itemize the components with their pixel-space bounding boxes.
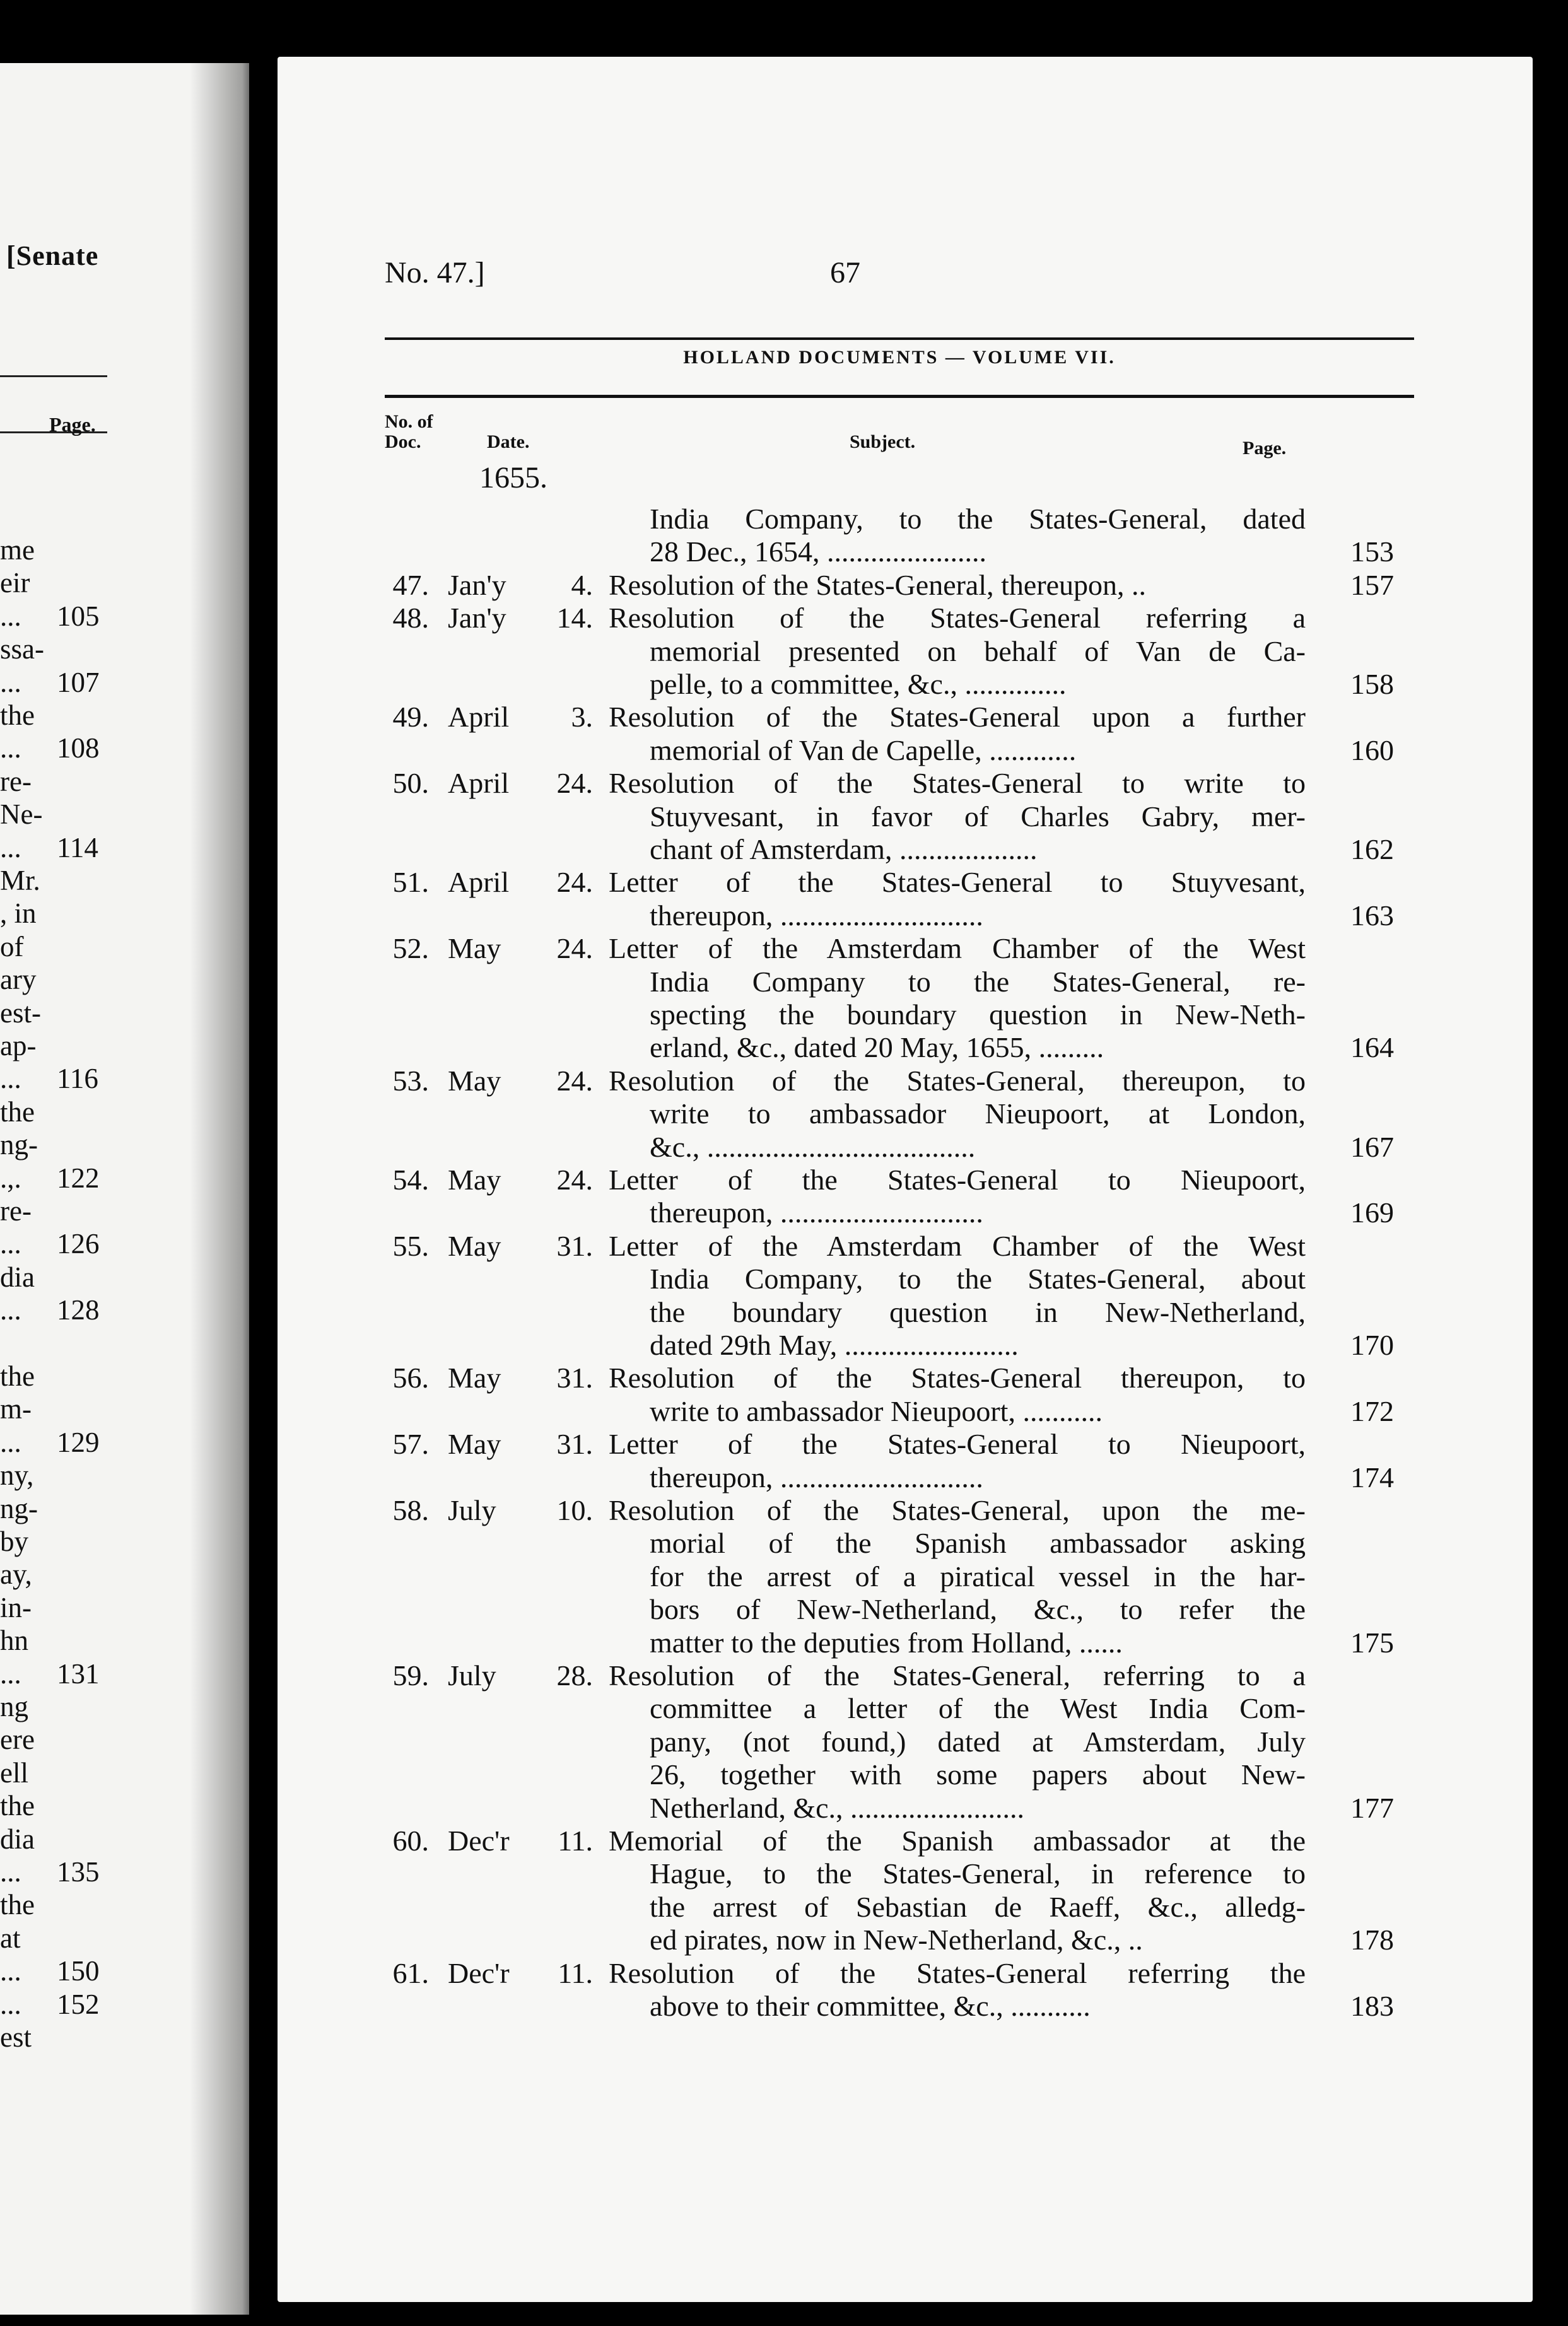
entry-row	[360, 1361, 1432, 1394]
left-line-text: ...	[0, 666, 21, 698]
entry-month: May	[448, 1164, 501, 1196]
left-line-page-number: 122	[57, 1162, 100, 1194]
entry-day: 14.	[556, 602, 593, 634]
entry-continuation-row	[360, 1526, 1432, 1560]
entry-continuation-row	[360, 1989, 1432, 2023]
entry-doc-number: 57.	[392, 1428, 429, 1461]
entry-subject-text: Resolution of the States-General, referring to a	[609, 1659, 1306, 1692]
entry-doc-number: 61.	[392, 1956, 429, 1989]
entry-row	[360, 1659, 1432, 1692]
left-page-line	[0, 1161, 107, 1195]
entry-page-number: 157	[1350, 568, 1394, 601]
entry-subject-text: chant of Amsterdam, ...................	[650, 833, 1038, 865]
left-page-line	[0, 1954, 107, 1988]
entry-continuation-row	[360, 800, 1432, 833]
left-line-text: m-	[0, 1393, 32, 1425]
entry-continuation-row	[360, 1857, 1432, 1890]
entry-day: 31.	[556, 1362, 593, 1394]
entry-subject-text: 28 Dec., 1654, ......................	[650, 535, 987, 568]
entry-doc-number: 59.	[392, 1659, 429, 1692]
right-page	[278, 57, 1533, 2302]
left-page-line	[0, 1557, 107, 1591]
entry-day: 3.	[571, 701, 593, 733]
left-line-text: ng	[0, 1691, 28, 1722]
entry-day: 24.	[556, 932, 593, 965]
header-rule-bottom	[385, 395, 1414, 398]
entry-continuation-row	[360, 1328, 1432, 1362]
entry-subject-text: thereupon, ............................	[650, 1461, 983, 1493]
left-line-page-number: 107	[57, 666, 100, 698]
entry-continuation-row	[360, 1890, 1432, 1924]
entry-day: 4.	[571, 568, 593, 601]
left-line-text: ary	[0, 964, 37, 996]
left-line-text: the	[0, 1096, 35, 1128]
entry-day: 31.	[556, 1229, 593, 1262]
left-line-text: ssa-	[0, 633, 44, 665]
entry-month: May	[448, 1229, 501, 1262]
left-line-text: eir	[0, 567, 30, 599]
entry-day: 24.	[556, 1064, 593, 1097]
left-line-text: ng-	[0, 1492, 38, 1524]
left-line-text: est	[0, 2021, 32, 2053]
entry-subject-text: Resolution of the States-General referring the	[609, 1956, 1306, 1989]
left-page-line	[0, 996, 107, 1030]
left-page-line	[0, 1690, 107, 1724]
entry-subject-text: for the arrest of a piratical vessel in the har-	[650, 1560, 1306, 1593]
entry-month: July	[448, 1494, 496, 1526]
left-line-text: ...	[0, 831, 21, 863]
entry-continuation-row	[360, 1692, 1432, 1725]
left-page-line	[0, 1623, 107, 1657]
entry-row	[360, 568, 1432, 602]
entry-month: May	[448, 1064, 501, 1097]
entry-row	[360, 1163, 1432, 1196]
running-title: HOLLAND DOCUMENTS — VOLUME VII.	[683, 347, 1116, 368]
left-line-text: , in	[0, 897, 37, 930]
entry-month: May	[448, 932, 501, 965]
entry-doc-number: 49.	[392, 701, 429, 733]
left-line-text: ell	[0, 1756, 28, 1789]
entry-subject-text: India Company, to the States-General, about	[650, 1263, 1306, 1295]
entry-month: July	[448, 1659, 496, 1692]
left-line-text: at	[0, 1922, 21, 1954]
entry-continuation-row	[360, 833, 1432, 866]
entry-row	[360, 766, 1432, 800]
left-line-text: ...	[0, 1426, 21, 1458]
left-page-line	[0, 1657, 107, 1691]
left-page-line	[0, 863, 107, 897]
entry-subject-text: Resolution of the States-General, thereupon, ..	[609, 568, 1147, 601]
left-page-line	[0, 1392, 107, 1426]
left-page-line	[0, 1756, 107, 1790]
left-page-line	[0, 1326, 107, 1360]
left-line-text: ...	[0, 600, 21, 632]
left-line-text: ...	[0, 1955, 21, 1987]
entry-continuation-row	[360, 1394, 1432, 1428]
entry-subject-text: Letter of the States-General to Nieupoort,	[609, 1428, 1306, 1461]
entry-subject-text: Letter of the Amsterdam Chamber of the West	[609, 1229, 1306, 1262]
entry-doc-number: 53.	[392, 1064, 429, 1097]
left-line-text: .,.	[0, 1162, 21, 1194]
left-line-text: ay,	[0, 1558, 32, 1591]
left-line-text: re-	[0, 765, 32, 797]
left-line-text: in-	[0, 1591, 32, 1623]
left-line-text: dia	[0, 1261, 35, 1293]
entry-doc-number: 54.	[392, 1164, 429, 1196]
entry-day: 28.	[556, 1659, 593, 1692]
left-line-text: ...	[0, 1856, 21, 1888]
entry-subject-text: pany, (not found,) dated at Amsterdam, July	[650, 1725, 1306, 1758]
left-line-page-number: 129	[57, 1426, 100, 1458]
entry-continuation-row	[360, 1560, 1432, 1593]
entry-continuation-row	[360, 1097, 1432, 1130]
entry-subject-text: above to their committee, &c., ...........	[650, 1990, 1091, 2022]
entry-subject-text: the arrest of Sebastian de Raeff, &c., alledg-	[650, 1890, 1306, 1923]
entry-page-number: 160	[1350, 733, 1394, 766]
left-line-text: ng-	[0, 1129, 38, 1161]
entry-month: May	[448, 1362, 501, 1394]
left-line-text: ere	[0, 1724, 35, 1756]
entry-page-number: 163	[1350, 899, 1394, 932]
entry-subject-text: erland, &c., dated 20 May, 1655, .........	[650, 1031, 1104, 1064]
entry-subject-text: Resolution of the States-General referring a	[609, 602, 1306, 634]
left-page-line	[0, 1095, 107, 1129]
entry-subject-text: write to ambassador Nieupoort, at London,	[650, 1097, 1306, 1130]
entry-continuation-row	[360, 1196, 1432, 1229]
entry-doc-number: 47.	[392, 568, 429, 601]
left-page-line	[0, 896, 107, 930]
entry-continuation-row	[360, 965, 1432, 998]
left-line-text: of	[0, 930, 24, 962]
left-line-page-number: 135	[57, 1856, 100, 1888]
entry-doc-number: 48.	[392, 602, 429, 634]
entry-day: 31.	[556, 1428, 593, 1461]
entry-subject-text: dated 29th May, ........................	[650, 1329, 1019, 1361]
entry-row	[360, 700, 1432, 733]
column-header-subject: Subject.	[850, 431, 916, 452]
left-line-text: ...	[0, 1063, 21, 1095]
left-line-text: ...	[0, 1294, 21, 1326]
entry-doc-number: 56.	[392, 1362, 429, 1394]
left-page-line	[0, 533, 107, 567]
entry-month: May	[448, 1428, 501, 1461]
entry-page-number: 170	[1350, 1329, 1394, 1361]
entry-subject-text: committee a letter of the West India Com-	[650, 1692, 1306, 1725]
entry-subject-text: matter to the deputies from Holland, ......	[650, 1626, 1123, 1659]
entry-row	[360, 1824, 1432, 1857]
entry-subject-text: thereupon, ............................	[650, 899, 983, 932]
entry-continuation-row	[360, 899, 1432, 932]
left-page-line	[0, 1128, 107, 1162]
entry-continuation-row	[360, 535, 1432, 568]
entry-page-number: 172	[1350, 1394, 1394, 1427]
left-page-line	[0, 1293, 107, 1327]
left-page-line	[0, 665, 107, 699]
left-line-page-number: 150	[57, 1955, 100, 1987]
entry-continuation-row	[360, 1923, 1432, 1956]
entry-page-number: 167	[1350, 1130, 1394, 1163]
left-page-line	[0, 1987, 107, 2021]
header-rule-top	[385, 337, 1414, 340]
left-page-line	[0, 1061, 107, 1096]
entry-continuation-row	[360, 1725, 1432, 1758]
left-page-line	[0, 1822, 107, 1856]
left-page-line	[0, 1524, 107, 1558]
entry-subject-text: specting the boundary question in New-Neth-	[650, 998, 1306, 1031]
left-line-text: the	[0, 1790, 35, 1822]
left-line-page-number: 128	[57, 1294, 100, 1326]
entry-subject-text: Memorial of the Spanish ambassador at the	[609, 1825, 1306, 1857]
entry-day: 10.	[556, 1494, 593, 1526]
left-page-line	[0, 599, 107, 633]
entry-continuation-row	[360, 1130, 1432, 1164]
entry-subject-text: India Company to the States-General, re-	[650, 965, 1306, 998]
entry-subject-text: Hague, to the States-General, in reference to	[650, 1857, 1306, 1890]
left-page-line	[0, 1227, 107, 1261]
left-page-column-label: Page.	[49, 413, 96, 436]
left-line-text: ...	[0, 1988, 21, 2020]
left-page-line	[0, 731, 107, 765]
entry-month: Jan'y	[448, 602, 506, 634]
entry-subject-text: thereupon, ............................	[650, 1196, 983, 1229]
left-page-line	[0, 797, 107, 831]
entry-row	[360, 932, 1432, 965]
entry-subject-text: Resolution of the States-General, thereupon, to	[609, 1064, 1306, 1097]
entry-subject-text: the boundary question in New-Netherland,	[650, 1295, 1306, 1328]
entry-page-number: 177	[1350, 1791, 1394, 1824]
entry-subject-text: memorial presented on behalf of Van de Ca-	[650, 634, 1306, 667]
entry-subject-text: memorial of Van de Capelle, ............	[650, 733, 1077, 766]
entry-continuation-row	[360, 1758, 1432, 1791]
left-line-text: ...	[0, 732, 21, 764]
left-page-line	[0, 1855, 107, 1889]
entry-month: April	[448, 767, 510, 800]
left-page-line	[0, 1029, 107, 1063]
entry-continuation-row	[360, 634, 1432, 668]
left-page-line	[0, 930, 107, 964]
entry-continuation-row	[360, 1461, 1432, 1494]
column-header-page: Page.	[1243, 438, 1287, 459]
left-line-text: ...	[0, 1228, 21, 1260]
left-header-rule	[0, 375, 107, 377]
entry-day: 24.	[556, 866, 593, 899]
left-page-line	[0, 1789, 107, 1823]
entry-continuation-row	[360, 1262, 1432, 1295]
entry-subject-text: Resolution of the States-General, upon the me-	[609, 1494, 1306, 1526]
entry-month: April	[448, 701, 510, 733]
entry-day: 24.	[556, 767, 593, 800]
entry-page-number: 178	[1350, 1924, 1394, 1956]
left-line-text: hn	[0, 1625, 28, 1657]
left-page-line	[0, 698, 107, 732]
left-line-text: dia	[0, 1823, 35, 1855]
entry-continuation-row	[360, 1626, 1432, 1659]
left-page-line	[0, 962, 107, 996]
entry-row	[360, 1493, 1432, 1527]
left-page-line	[0, 1194, 107, 1228]
entry-subject-text: pelle, to a committee, &c., ..............	[650, 668, 1067, 700]
entry-row	[360, 865, 1432, 899]
entry-row	[360, 1064, 1432, 1097]
left-page-line	[0, 831, 107, 865]
entry-doc-number: 60.	[392, 1825, 429, 1857]
entry-subject-text: Letter of the Amsterdam Chamber of the West	[609, 932, 1306, 965]
left-page-header: [Senate	[6, 240, 99, 271]
entry-subject-text: 26, together with some papers about New-	[650, 1758, 1306, 1791]
entry-row	[360, 1229, 1432, 1263]
left-line-text: Ne-	[0, 798, 43, 831]
left-line-text: the	[0, 1889, 35, 1921]
entry-subject-text: Letter of the States-General to Nieupoort,	[609, 1164, 1306, 1196]
entry-continuation-row	[360, 1295, 1432, 1329]
entry-doc-number: 50.	[392, 767, 429, 800]
entry-doc-number: 55.	[392, 1229, 429, 1262]
entry-subject-text: write to ambassador Nieupoort, ...........	[650, 1394, 1103, 1427]
left-line-text: re-	[0, 1195, 32, 1227]
entry-subject-text: ed pirates, now in New-Netherland, &c., ..	[650, 1924, 1143, 1956]
entry-day: 11.	[558, 1825, 593, 1857]
entry-subject-text: morial of the Spanish ambassador asking	[650, 1527, 1306, 1560]
entry-subject-text: Letter of the States-General to Stuyvesant,	[609, 866, 1306, 899]
entry-subject-text: Resolution of the States-General thereupon, to	[609, 1362, 1306, 1394]
left-line-text: the	[0, 1360, 35, 1392]
entry-continuation-row	[360, 1031, 1432, 1064]
entry-row	[360, 601, 1432, 634]
left-line-page-number: 152	[57, 1988, 100, 2020]
entry-month: April	[448, 866, 510, 899]
left-page-line	[0, 764, 107, 798]
column-header-no-of: No. of	[385, 411, 433, 432]
left-page-line	[0, 1921, 107, 1955]
entry-subject-text: bors of New-Netherland, &c., to refer the	[650, 1593, 1306, 1626]
entry-subject-text: Netherland, &c., ........................	[650, 1791, 1025, 1824]
year-heading: 1655.	[479, 461, 547, 494]
entry-continuation-row	[360, 1593, 1432, 1626]
entry-row	[360, 502, 1432, 535]
left-page-line	[0, 1260, 107, 1294]
entry-page-number: 183	[1350, 1990, 1394, 2022]
left-line-text: the	[0, 699, 35, 731]
left-line-page-number: 114	[57, 831, 98, 863]
left-page-line	[0, 1458, 107, 1492]
entry-subject-text: Resolution of the States-General upon a further	[609, 701, 1306, 733]
entry-doc-number: 52.	[392, 932, 429, 965]
left-line-page-number: 131	[57, 1657, 100, 1690]
left-line-text: ap-	[0, 1030, 37, 1061]
entry-page-number: 153	[1350, 535, 1394, 568]
entry-subject-text: India Company, to the States-General, dated	[650, 503, 1306, 535]
left-page-line	[0, 1425, 107, 1459]
entry-subject-text: Resolution of the States-General to write to	[609, 767, 1306, 800]
column-header-doc: Doc.	[385, 431, 421, 452]
left-page-line	[0, 1359, 107, 1393]
entry-month: Dec'r	[448, 1956, 510, 1989]
left-page-line	[0, 2020, 107, 2054]
entry-page-number: 175	[1350, 1626, 1394, 1659]
document-number: No. 47.]	[385, 256, 485, 289]
left-line-text: me	[0, 534, 35, 566]
left-page-line	[0, 1722, 107, 1756]
entry-continuation-row	[360, 733, 1432, 767]
entry-row	[360, 1427, 1432, 1461]
entry-day: 11.	[558, 1956, 593, 1989]
entry-doc-number: 58.	[392, 1494, 429, 1526]
entry-day: 24.	[556, 1164, 593, 1196]
entry-subject-text: &c., .....................................	[650, 1130, 976, 1163]
page-number: 67	[830, 256, 860, 289]
left-page-line	[0, 1591, 107, 1625]
entry-subject-text: Stuyvesant, in favor of Charles Gabry, mer-	[650, 800, 1306, 833]
left-line-text: Mr.	[0, 865, 40, 896]
entry-continuation-row	[360, 1791, 1432, 1825]
left-line-text: est-	[0, 996, 41, 1029]
entry-continuation-row	[360, 998, 1432, 1031]
entry-month: Jan'y	[448, 568, 506, 601]
left-line-text: ny,	[0, 1459, 34, 1492]
entry-month: Dec'r	[448, 1825, 510, 1857]
left-line-text: by	[0, 1526, 28, 1557]
left-line-page-number: 108	[57, 732, 100, 764]
entry-page-number: 162	[1350, 833, 1394, 865]
left-line-page-number: 105	[57, 600, 100, 632]
entry-page-number: 164	[1350, 1031, 1394, 1064]
left-page-line	[0, 1492, 107, 1526]
entry-page-number: 169	[1350, 1196, 1394, 1229]
page-gutter-shadow	[189, 63, 265, 2315]
left-page-line	[0, 632, 107, 666]
entry-continuation-row	[360, 667, 1432, 701]
left-line-page-number: 126	[57, 1228, 100, 1260]
left-line-text: ...	[0, 1657, 21, 1690]
entry-page-number: 174	[1350, 1461, 1394, 1493]
column-header-date: Date.	[487, 431, 530, 452]
entry-row	[360, 1956, 1432, 1990]
left-page-line	[0, 1888, 107, 1922]
left-page-line	[0, 566, 107, 600]
entry-doc-number: 51.	[392, 866, 429, 899]
entry-page-number: 158	[1350, 668, 1394, 700]
left-line-page-number: 116	[57, 1063, 98, 1095]
